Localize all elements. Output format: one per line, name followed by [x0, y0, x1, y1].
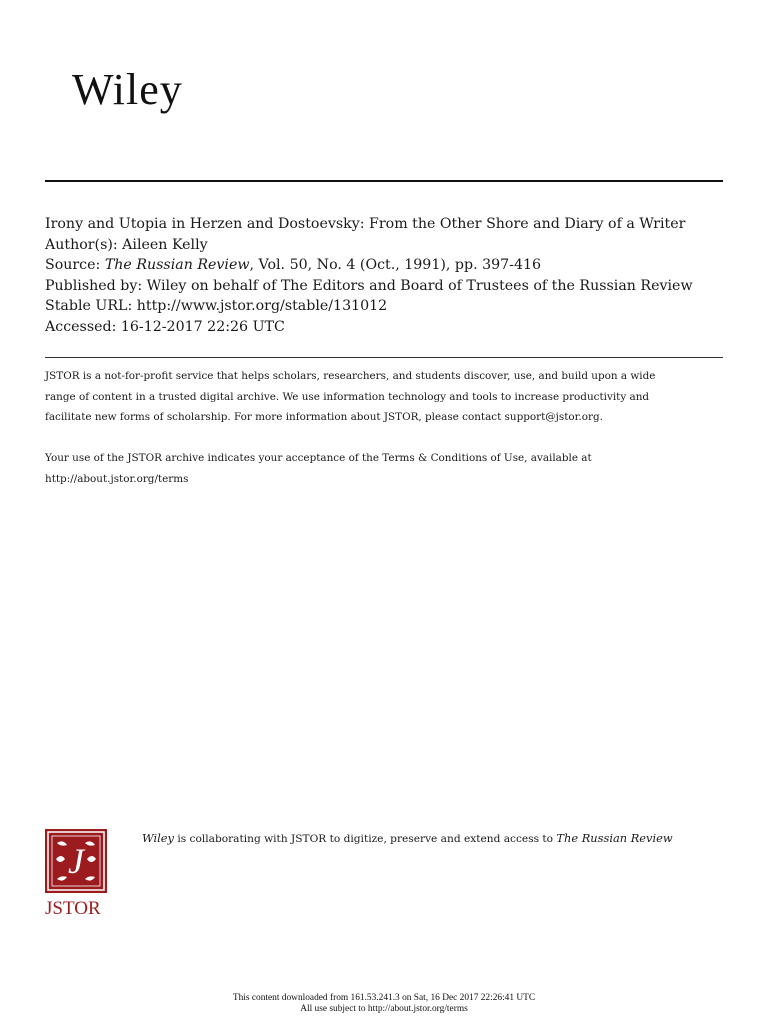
notice-line: facilitate new forms of scholarship. For more information about JSTOR, please contact support@jstor.org.: [45, 411, 603, 424]
source-journal: The Russian Review: [104, 257, 250, 274]
source-details: , Vol. 50, No. 4 (Oct., 1991), pp. 397-416: [249, 257, 542, 274]
article-metadata: [45, 214, 735, 338]
collab-journal: The Russian Review: [556, 831, 673, 845]
collaboration-statement: [142, 832, 702, 846]
collab-publisher: Wiley: [142, 831, 174, 845]
article-publisher: Published by: Wiley on behalf of The Editors and Board of Trustees of the Russian Review: [45, 277, 693, 294]
article-source: [45, 255, 735, 276]
notice-line: Your use of the JSTOR archive indicates your acceptance of the Terms & Conditions of Use, available at: [45, 452, 592, 465]
notice-divider: [45, 357, 723, 358]
footer-download-line: This content downloaded from 161.53.241.3 on Sat, 16 Dec 2017 22:26:41 UTC: [232, 993, 536, 1003]
footer-terms-line: All use subject to http://about.jstor.org/terms: [300, 1004, 468, 1014]
notice-line: JSTOR is a not-for-profit service that helps scholars, researchers, and students discover, use, and build upon a wide: [45, 370, 656, 382]
notice-line: range of content in a trusted digital archive. We use information technology and tools to increase productivity and: [45, 390, 650, 403]
source-label: Source:: [45, 257, 105, 274]
terms-link[interactable]: http://about.jstor.org/terms: [45, 472, 189, 485]
terms-notice: [45, 448, 735, 489]
accessed-date: Accessed: 16-12-2017 22:26 UTC: [45, 318, 285, 335]
jstor-wordmark: JSTOR: [45, 898, 101, 919]
jstor-notice: [45, 366, 735, 510]
download-footer: [0, 993, 768, 1015]
stable-url[interactable]: Stable URL: http://www.jstor.org/stable/131012: [45, 298, 388, 315]
jstor-seal-icon: [45, 829, 107, 893]
header-divider: [45, 180, 723, 182]
article-title: Irony and Utopia in Herzen and Dostoevsky: From the Other Shore and Diary of a Writer: [45, 216, 686, 232]
wiley-logo: Wiley: [72, 65, 183, 114]
jstor-monogram: J: [68, 841, 84, 881]
article-authors: Author(s): Aileen Kelly: [45, 236, 208, 253]
jstor-description: [45, 366, 735, 428]
collab-text: is collaborating with JSTOR to digitize, preserve and extend access to: [173, 833, 557, 845]
